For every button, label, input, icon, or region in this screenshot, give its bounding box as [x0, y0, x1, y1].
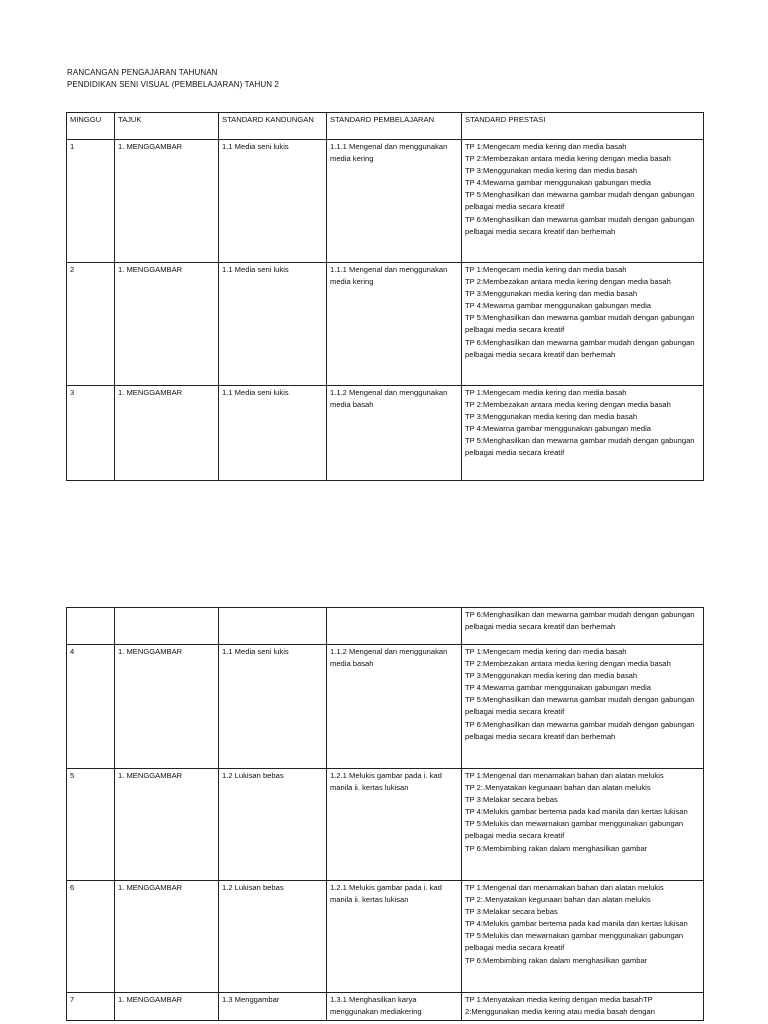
- prestasi-line: TP 5:Menghasilkan dan mewarna gambar mudah dengan gabungan pelbagai media secara kreatif: [465, 436, 695, 458]
- prestasi-line: TP 5:Menghasilkan dan mewarna gambar mudah dengan gabungan pelbagai media secara kreatif: [465, 695, 695, 717]
- cell-prestasi: [462, 608, 704, 645]
- table-row: [67, 140, 704, 263]
- prestasi-line: TP 2:.Menyatakan kegunaan bahan dan alatan melukis: [465, 895, 651, 905]
- col-header-pembelajaran: STANDARD PEMBELAJARAN: [327, 113, 462, 140]
- prestasi-line: TP 6:Menghasilkan dan mewarna gambar mudah dengan gabungan pelbagai media secara kreatif dan berhemah: [465, 337, 695, 359]
- col-header-minggu: MINGGU: [67, 113, 115, 140]
- prestasi-line: TP 4:Mewarna gambar menggunakan gabungan media: [465, 301, 652, 311]
- table-row: [67, 769, 704, 881]
- prestasi-line: TP 3:Menggunakan media kering dan media basah: [465, 412, 638, 422]
- cell-minggu: 6: [67, 881, 115, 993]
- cell-prestasi: [462, 769, 704, 881]
- prestasi-line: TP 1:Mengecam media kering dan media basah: [465, 142, 627, 151]
- cell-minggu: 5: [67, 769, 115, 881]
- prestasi-line: TP 1:Mengecam media kering dan media basah: [465, 647, 627, 656]
- cell-minggu: 4: [67, 645, 115, 769]
- table-row: [67, 645, 704, 769]
- cell-pembelajaran: 1.1.2 Mengenal dan menggunakan media basah: [327, 645, 462, 769]
- cell-pembelajaran: 1.1.1 Mengenal dan menggunakan media kering: [327, 263, 462, 386]
- cell-kandungan: 1.1 Media seni lukis: [219, 645, 327, 769]
- cell-prestasi: [462, 140, 704, 263]
- heading-line-2: PENDIDIKAN SENI VISUAL (PEMBELAJARAN) TAHUN 2: [67, 80, 279, 89]
- prestasi-line: TP 3:Melakar secara bebas: [465, 907, 558, 917]
- prestasi-line: TP 5:Melukis dan mewarnakan gambar menggunakan gabungan pelbagai media secara kreatif: [465, 931, 684, 953]
- prestasi-line: TP 2:Membezakan antara media kering dengan media basah: [465, 659, 671, 669]
- prestasi-line: TP 6:Menghasilkan dan mewarna gambar mudah dengan gabungan pelbagai media secara kreatif dan berhemah: [465, 610, 695, 632]
- prestasi-line: TP 1:Mengecam media kering dan media basah: [465, 265, 627, 274]
- cell-kandungan: 1.3 Menggambar: [219, 993, 327, 1021]
- cell-minggu: 2: [67, 263, 115, 386]
- prestasi-line: TP 6:Membimbing rakan dalam menghasilkan gambar: [465, 955, 648, 965]
- table-row: [67, 881, 704, 993]
- prestasi-line: TP 6:Menghasilkan dan mewarna gambar mudah dengan gabungan pelbagai media secara kreatif dan berhemah: [465, 719, 695, 741]
- cell-prestasi: [462, 386, 704, 481]
- prestasi-line: TP 1:Menyatakan media kering dengan media basahTP 2:Menggunakan media kering atau media basah dengan: [465, 995, 655, 1017]
- cell-pembelajaran: [327, 608, 462, 645]
- cell-tajuk: [115, 608, 219, 645]
- rpt-table-page-2: [66, 607, 704, 1021]
- prestasi-line: TP 5:Menghasilkan dan mewarna gambar mudah dengan gabungan pelbagai media secara kreatif: [465, 313, 695, 335]
- cell-pembelajaran: 1.1.1 Mengenal dan menggunakan media kering: [327, 140, 462, 263]
- heading-line-1: RANCANGAN PENGAJARAN TAHUNAN: [67, 68, 218, 77]
- prestasi-line: TP 3:Menggunakan media kering dan media basah: [465, 671, 638, 681]
- cell-prestasi: [462, 263, 704, 386]
- cell-minggu: [67, 608, 115, 645]
- cell-kandungan: 1.1 Media seni lukis: [219, 386, 327, 481]
- table-row: [67, 263, 704, 386]
- prestasi-line: TP 6:Menghasilkan dan mewarna gambar mudah dengan gabungan pelbagai media secara kreatif dan berhemah: [465, 214, 695, 236]
- table-header-row: [67, 113, 704, 140]
- cell-tajuk: 1. MENGGAMBAR: [115, 263, 219, 386]
- cell-kandungan: 1.2 Lukisan bebas: [219, 881, 327, 993]
- prestasi-line: TP 4:Mewarna gambar menggunakan gabungan media: [465, 178, 652, 188]
- document-heading: [67, 67, 279, 91]
- cell-tajuk: 1. MENGGAMBAR: [115, 769, 219, 881]
- cell-minggu: 7: [67, 993, 115, 1021]
- col-header-tajuk: TAJUK: [115, 113, 219, 140]
- prestasi-line: TP 5:Melukis dan mewarnakan gambar menggunakan gabungan pelbagai media secara kreatif: [465, 819, 684, 841]
- cell-prestasi: [462, 881, 704, 993]
- rpt-table-page-1: [66, 112, 704, 481]
- prestasi-line: TP 4:Melukis gambar bertema pada kad manila dan kertas lukisan: [465, 807, 688, 817]
- table-body-page-1: [67, 140, 704, 481]
- cell-prestasi: [462, 993, 704, 1021]
- col-header-prestasi: STANDARD PRESTASI: [462, 113, 704, 140]
- cell-kandungan: 1.1 Media seni lukis: [219, 263, 327, 386]
- cell-minggu: 1: [67, 140, 115, 263]
- prestasi-line: TP 1:Mengecam media kering dan media basah: [465, 388, 627, 397]
- cell-kandungan: 1.1 Media seni lukis: [219, 140, 327, 263]
- prestasi-line: TP 4:Mewarna gambar menggunakan gabungan media: [465, 424, 652, 434]
- table-row: [67, 608, 704, 645]
- prestasi-line: TP 3:Menggunakan media kering dan media basah: [465, 289, 638, 299]
- cell-pembelajaran: 1.1.2 Mengenal dan menggunakan media basah: [327, 386, 462, 481]
- prestasi-line: TP 2:.Menyatakan kegunaan bahan dan alatan melukis: [465, 783, 651, 793]
- prestasi-line: TP 3:Melakar secara bebas: [465, 795, 558, 805]
- prestasi-line: TP 2:Membezakan antara media kering dengan media basah: [465, 154, 671, 164]
- prestasi-line: TP 4:Mewarna gambar menggunakan gabungan media: [465, 683, 652, 693]
- table-row: [67, 386, 704, 481]
- cell-kandungan: 1.2 Lukisan bebas: [219, 769, 327, 881]
- prestasi-line: TP 1:Mengenal dan menamakan bahan dan alatan melukis: [465, 771, 664, 780]
- cell-tajuk: 1. MENGGAMBAR: [115, 386, 219, 481]
- cell-pembelajaran: 1.3.1 Menghasilkan karya menggunakan mediakering: [327, 993, 462, 1021]
- cell-tajuk: 1. MENGGAMBAR: [115, 993, 219, 1021]
- prestasi-line: TP 4:Melukis gambar bertema pada kad manila dan kertas lukisan: [465, 919, 688, 929]
- cell-tajuk: 1. MENGGAMBAR: [115, 645, 219, 769]
- cell-pembelajaran: 1.2.1 Melukis gambar pada i. kad manila ii. kertas lukisan: [327, 881, 462, 993]
- cell-prestasi: [462, 645, 704, 769]
- cell-tajuk: 1. MENGGAMBAR: [115, 140, 219, 263]
- cell-pembelajaran: 1.2.1 Melukis gambar pada i. kad manila ii. kertas lukisan: [327, 769, 462, 881]
- prestasi-line: TP 2:Membezakan antara media kering dengan media basah: [465, 400, 671, 410]
- prestasi-line: TP 2:Membezakan antara media kering dengan media basah: [465, 277, 671, 287]
- cell-minggu: 3: [67, 386, 115, 481]
- prestasi-line: TP 1:Mengenal dan menamakan bahan dan alatan melukis: [465, 883, 664, 892]
- prestasi-line: TP 3:Menggunakan media kering dan media basah: [465, 166, 638, 176]
- table-row: [67, 993, 704, 1021]
- cell-kandungan: [219, 608, 327, 645]
- cell-tajuk: 1. MENGGAMBAR: [115, 881, 219, 993]
- table-body-page-2: [67, 608, 704, 1021]
- prestasi-line: TP 5:Menghasilkan dan mewarna gambar mudah dengan gabungan pelbagai media secara kreatif: [465, 190, 695, 212]
- col-header-kandungan: STANDARD KANDUNGAN: [219, 113, 327, 140]
- prestasi-line: TP 6:Membimbing rakan dalam menghasilkan gambar: [465, 843, 648, 853]
